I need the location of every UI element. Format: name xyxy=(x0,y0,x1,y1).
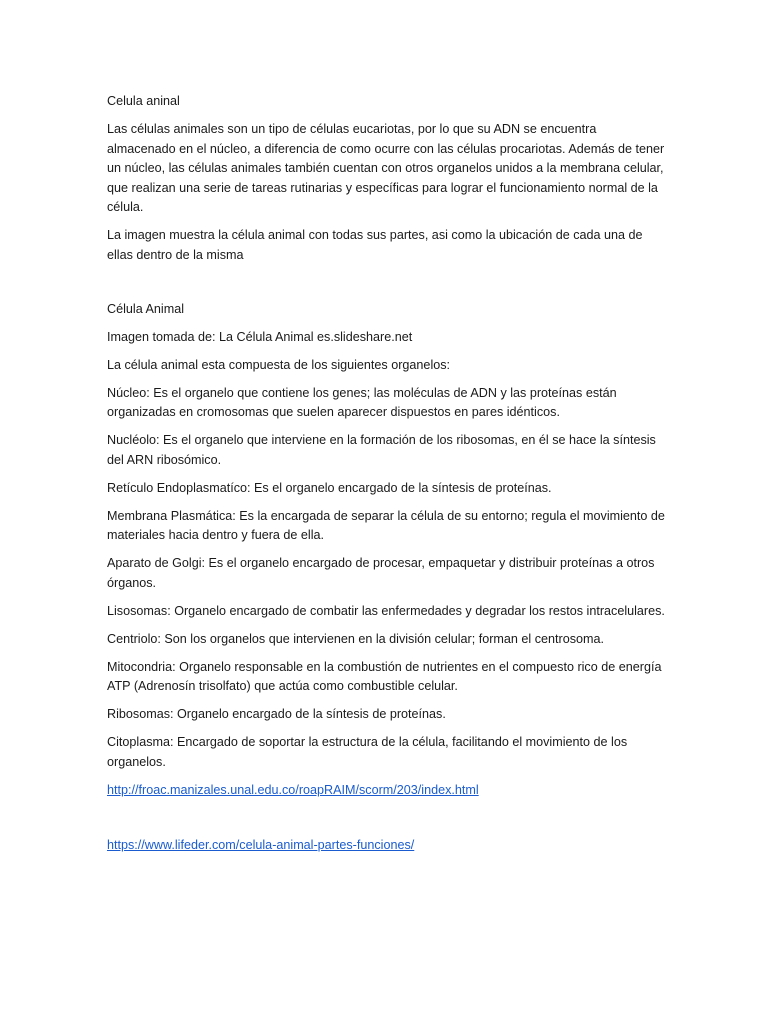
blank-line xyxy=(107,809,668,836)
organelle-nucleo: Núcleo: Es el organelo que contiene los genes; las moléculas de ADN y las proteínas están organizadas en cromosomas que suelen aparecer dispuestos en pares idénticos. xyxy=(107,385,617,419)
organelle-citoplasma: Citoplasma: Encargado de soportar la estructura de la célula, facilitando el movimiento de los organelos. xyxy=(107,735,628,769)
heading-celula-animal: Célula Animal xyxy=(107,301,185,316)
heading-celula-aninal: Celula aninal xyxy=(107,94,180,108)
organelle-ribosomas: Ribosomas: Organelo encargado de la síntesis de proteínas. xyxy=(107,707,446,721)
link-lifeder[interactable]: https://www.lifeder.com/celula-animal-partes-funciones/ xyxy=(107,837,415,852)
link-paragraph-2 xyxy=(107,836,668,856)
organelle-nucleolo: Nucléolo: Es el organelo que interviene en la formación de los ribosomas, en él se hace la síntesis del ARN ribosómico. xyxy=(107,433,656,467)
organelle-mitocondria: Mitocondria: Organelo responsable en la combustión de nutrientes en el compuesto rico de energía ATP (Adrenosín trisolfato) que actúa como combustible celular. xyxy=(107,659,662,693)
blank-line xyxy=(107,274,668,300)
link-froac[interactable]: http://froac.manizales.unal.edu.co/roapRAIM/scorm/203/index.html xyxy=(107,782,479,797)
link-paragraph-1 xyxy=(107,781,668,801)
organelle-lisosomas: Lisosomas: Organelo encargado de combatir las enfermedades y degradar los restos intracelulares. xyxy=(107,603,665,618)
image-description-paragraph: La imagen muestra la célula animal con todas sus partes, asi como la ubicación de cada una de ellas dentro de la misma xyxy=(107,228,643,262)
organelle-reticulo: Retículo Endoplasmatíco: Es el organelo encargado de la síntesis de proteínas. xyxy=(107,480,552,495)
image-credit: Imagen tomada de: La Célula Animal es.slideshare.net xyxy=(107,329,413,344)
intro-paragraph: Las células animales son un tipo de células eucariotas, por lo que su ADN se encuentra almacenado en el núcleo, a diferencia de como ocurre con las células procariotas. Además de tener un núcleo, las células animales también cuentan con otros organelos unidos a la membrana celular, que realizan una serie de tareas rutinarias y específicas para lograr el funcionamiento normal de la célula. xyxy=(107,122,665,214)
organelle-centriolo: Centriolo: Son los organelos que intervienen en la división celular; forman el centrosoma. xyxy=(107,631,605,646)
organelle-membrana: Membrana Plasmática: Es la encargada de separar la célula de su entorno; regula el movimiento de materiales hacia dentro y fuera de ella. xyxy=(107,508,665,542)
organelle-golgi: Aparato de Golgi: Es el organelo encargado de procesar, empaquetar y distribuir proteínas a otros órganos. xyxy=(107,556,655,590)
organelles-intro: La célula animal esta compuesta de los siguientes organelos: xyxy=(107,357,451,372)
